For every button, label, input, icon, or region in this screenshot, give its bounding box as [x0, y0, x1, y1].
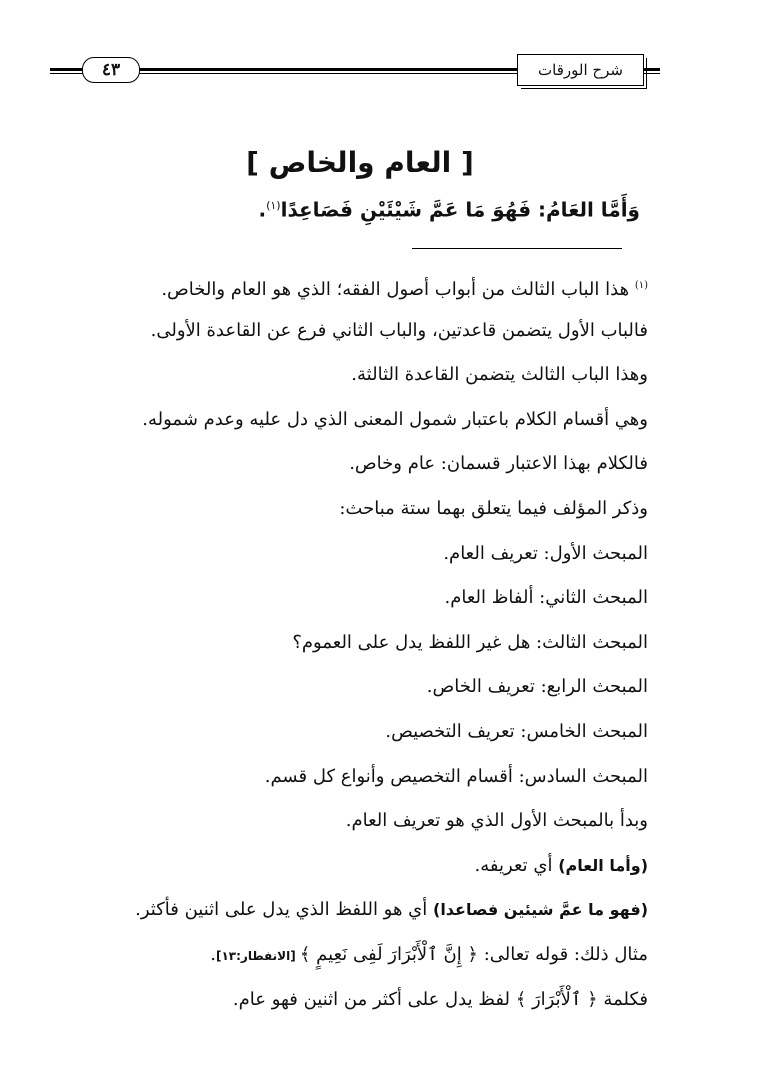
line-1	[88, 264, 648, 309]
quran-verse: ﴿ إِنَّ ٱلْأَبْرَارَ لَفِى نَعِيمٍ ﴾	[299, 943, 478, 965]
footnote-marker: (١)	[266, 199, 281, 212]
matn-text	[200, 188, 640, 228]
commentary-body	[88, 264, 648, 1022]
line-text: مثال ذلك: قوله تعالى:	[477, 943, 648, 965]
matn-body: وَأَمَّا العَامُ: فَهُوَ مَا عَمَّ شَيْئَيْنِ فَصَاعِدًا	[280, 197, 640, 222]
line-text: فكلمة	[597, 988, 648, 1010]
running-title: شرح الورقات	[517, 54, 644, 86]
line-13: وبدأ بالمبحث الأول الذي هو تعريف العام.	[345, 810, 648, 832]
line-text-rest: لفظ يدل على أكثر من اثنين فهو عام.	[232, 988, 516, 1010]
matn-quote: (وأما العام)	[558, 855, 648, 875]
line-14	[88, 844, 648, 889]
line-2: فالباب الأول يتضمن قاعدتين، والباب الثاني فرع عن القاعدة الأولى.	[150, 319, 648, 341]
section-heading: [ العام والخاص ]	[246, 146, 474, 179]
line-7: المبحث الأول: تعريف العام.	[443, 542, 648, 564]
line-5: فالكلام بهذا الاعتبار قسمان: عام وخاص.	[349, 453, 648, 475]
footnote-separator	[412, 248, 622, 249]
line-text: أي هو اللفظ الذي يدل على اثنين فأكثر.	[135, 899, 433, 921]
line-text: أي تعريفه.	[474, 854, 559, 876]
line-12: المبحث السادس: أقسام التخصيص وأنواع كل قسم.	[264, 765, 648, 787]
page-number: ٤٣	[82, 57, 140, 83]
line-4: وهي أقسام الكلام باعتبار شمول المعنى الذي دل عليه وعدم شموله.	[142, 408, 648, 430]
matn-end: .	[258, 197, 267, 222]
line-8: المبحث الثاني: ألفاظ العام.	[444, 587, 648, 609]
verse-reference: [الانفطار:١٣]	[215, 948, 300, 963]
line-17	[88, 978, 648, 1023]
line-text: هذا الباب الثالث من أبواب أصول الفقه؛ الذي هو العام والخاص.	[161, 279, 635, 300]
quran-verse: ﴿ ٱلْأَبْرَارَ ﴾	[515, 988, 598, 1010]
line-15	[88, 888, 648, 933]
matn-quote: (فهو ما عمَّ شيئين فصاعدا)	[433, 900, 648, 920]
line-16	[88, 933, 648, 978]
line-10: المبحث الرابع: تعريف الخاص.	[426, 676, 648, 698]
line-3: وهذا الباب الثالث يتضمن القاعدة الثالثة.	[351, 364, 648, 386]
line-end: .	[210, 943, 216, 965]
footnote-number: (١)	[634, 280, 648, 291]
line-6: وذكر المؤلف فيما يتعلق بهما ستة مباحث:	[339, 497, 648, 519]
line-9: المبحث الثالث: هل غير اللفظ يدل على العموم؟	[292, 631, 648, 653]
line-11: المبحث الخامس: تعريف التخصيص.	[385, 720, 648, 742]
